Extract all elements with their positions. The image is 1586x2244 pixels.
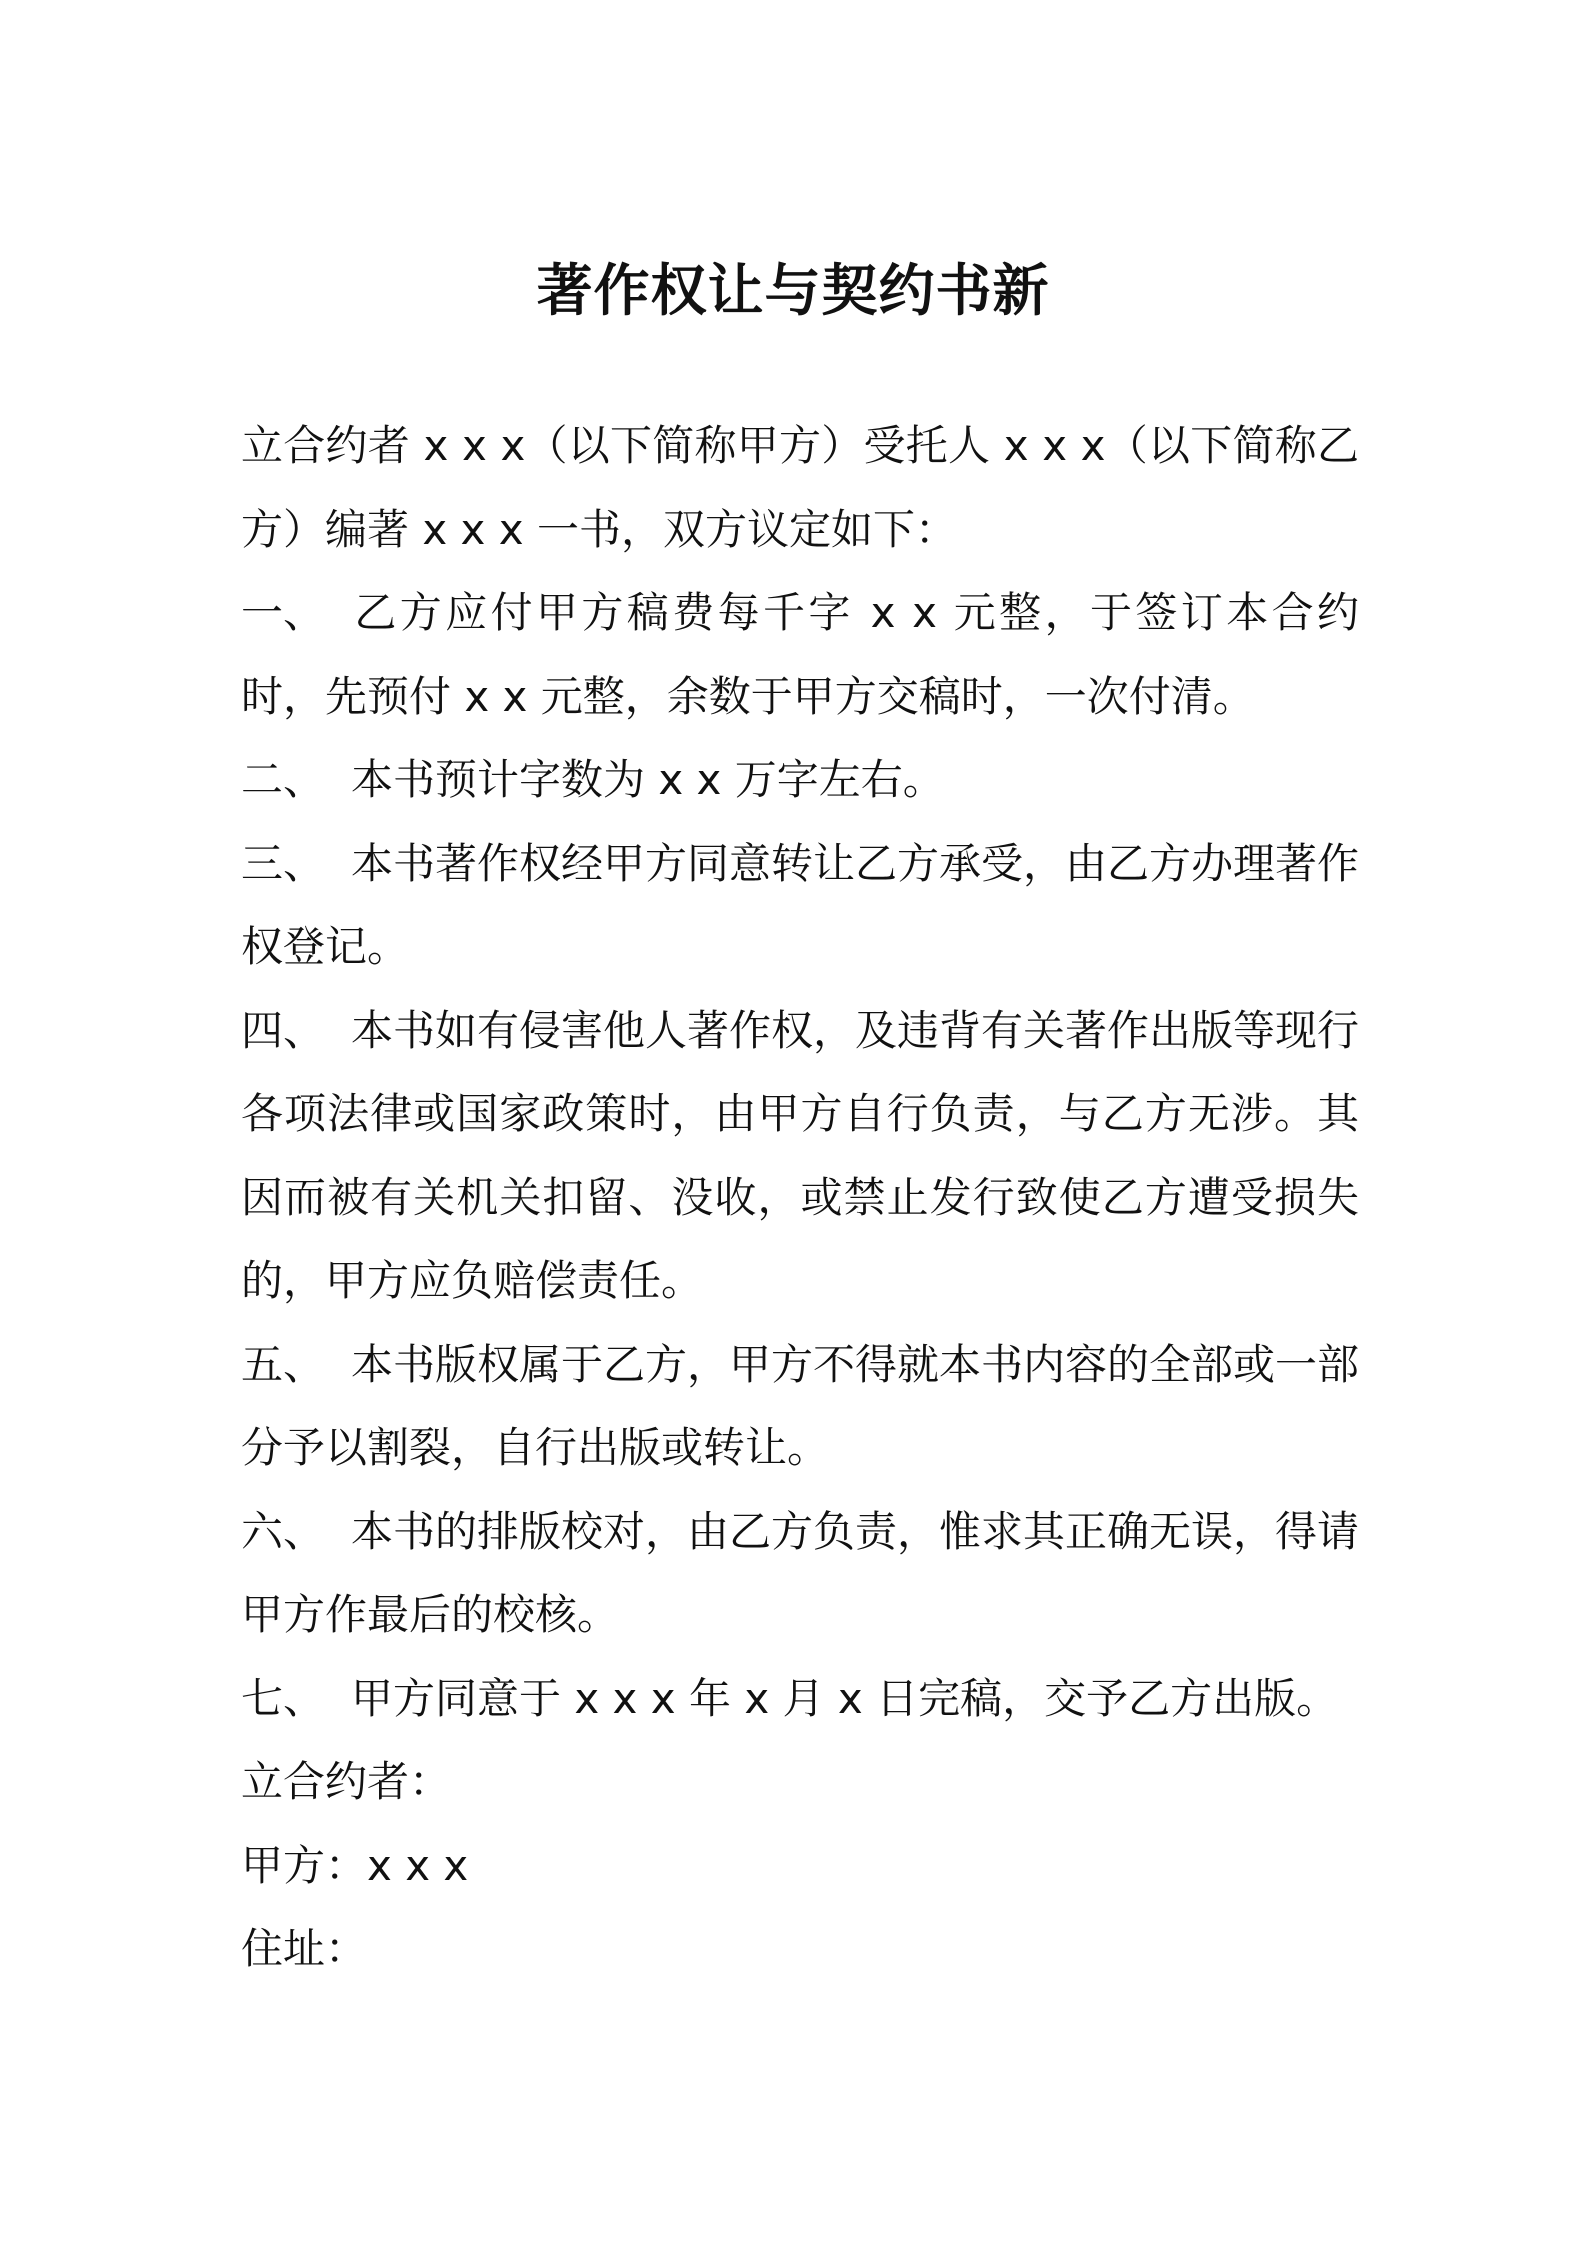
intro-paragraph: 立合约者 x x x（以下简称甲方）受托人 x x x（以下简称乙方）编著 x x x 一书，双方议定如下： bbox=[241, 421, 1359, 554]
clause-text: 甲方同意于 x x x 年 x 月 x 日完稿，交予乙方出版。 bbox=[351, 1673, 1339, 1723]
clause-text: 本书的排版校对，由乙方负责，惟求其正确无误，得请甲方作最后的校核。 bbox=[241, 1506, 1360, 1639]
document-body bbox=[241, 404, 1359, 1991]
clause-number: 三、 bbox=[241, 838, 326, 888]
signature-header: 立合约者： bbox=[241, 1757, 452, 1806]
clause-number: 七、 bbox=[241, 1673, 326, 1723]
clause-3 bbox=[241, 822, 1359, 989]
clause-6 bbox=[241, 1490, 1359, 1657]
document-title: 著作权让与契约书新 bbox=[536, 259, 1050, 324]
clause-number: 五、 bbox=[241, 1339, 326, 1389]
clause-number: 四、 bbox=[241, 1005, 326, 1055]
address-line: 住址： bbox=[241, 1924, 368, 1973]
clause-number: 六、 bbox=[241, 1506, 326, 1556]
clause-number: 二、 bbox=[241, 755, 326, 804]
clause-4 bbox=[241, 989, 1359, 1323]
clause-1 bbox=[241, 571, 1359, 738]
clause-text: 本书著作权经甲方同意转让乙方承受，由乙方办理著作权登记。 bbox=[241, 838, 1360, 971]
clause-text: 本书预计字数为 x x 万字左右。 bbox=[351, 755, 945, 804]
clause-text: 乙方应付甲方稿费每千字 x x 元整，于签订本合约时，先预付 x x 元整，余数于甲方交稿时，一次付清。 bbox=[241, 588, 1359, 721]
clause-number: 一、 bbox=[241, 588, 326, 637]
clause-7 bbox=[241, 1657, 1359, 1741]
clause-2 bbox=[241, 738, 1359, 822]
clause-text: 本书版权属于乙方，甲方不得就本书内容的全部或一部分予以割裂，自行出版或转让。 bbox=[241, 1339, 1360, 1472]
clause-5 bbox=[241, 1323, 1359, 1490]
clause-text: 本书如有侵害他人著作权，及违背有关著作出版等现行各项法律或国家政策时，由甲方自行负责，与乙方无涉。其因而被有关机关扣留、没收，或禁止发行致使乙方遭受损失的，甲方应负赔偿责任。 bbox=[241, 1005, 1360, 1305]
party-a-line: 甲方：x x x bbox=[241, 1840, 469, 1890]
